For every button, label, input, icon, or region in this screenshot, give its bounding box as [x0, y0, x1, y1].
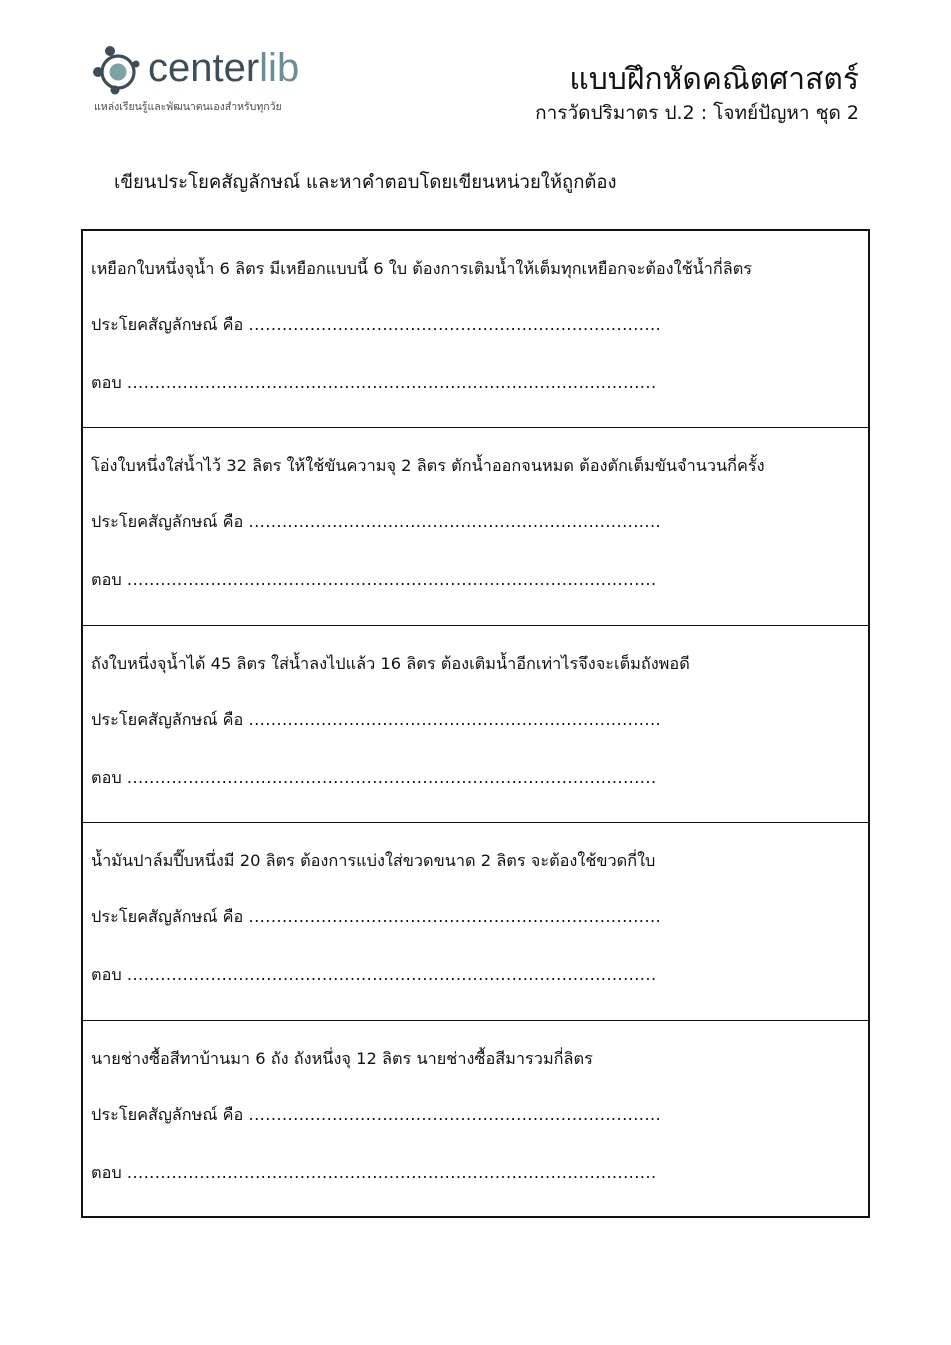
answer-label: ตอบ: [91, 570, 122, 590]
answer-label: ตอบ: [91, 767, 122, 787]
sentence-line[interactable]: [91, 313, 661, 337]
problem-row-5: [83, 1021, 868, 1218]
sentence-blank[interactable]: ..........................................................................: [248, 1104, 662, 1124]
problem-row-2: [83, 428, 868, 625]
sentence-label: ประโยคสัญลักษณ์ คือ: [91, 907, 244, 927]
problem-row-4: [83, 823, 868, 1020]
problem-text: น้ำมันปาล์มปี๊บหนึ่งมี 20 ลิตร ต้องการแบ่งใส่ขวดขนาด 2 ลิตร จะต้องใช้ขวดกี่ใบ: [91, 851, 656, 871]
sentence-blank[interactable]: ..........................................................................: [248, 315, 662, 334]
sentence-blank[interactable]: ..........................................................................: [248, 907, 662, 927]
answer-blank[interactable]: ...............................................................................................: [126, 965, 657, 985]
worksheet-title: แบบฝึกหัดคณิตศาสตร์: [569, 62, 859, 97]
answer-line[interactable]: [91, 963, 657, 987]
centerlib-logo: [92, 42, 352, 122]
answer-blank[interactable]: ...............................................................................................: [126, 373, 657, 392]
sentence-label: ประโยคสัญลักษณ์ คือ: [91, 512, 244, 532]
answer-label: ตอบ: [91, 965, 122, 985]
answer-label: ตอบ: [91, 1162, 122, 1182]
answer-blank[interactable]: ...............................................................................................: [126, 570, 657, 590]
sentence-label: ประโยคสัญลักษณ์ คือ: [91, 1104, 244, 1124]
answer-line[interactable]: [91, 371, 657, 395]
sentence-line[interactable]: [91, 510, 661, 534]
answer-label: ตอบ: [91, 373, 122, 392]
logo-wordmark: [148, 42, 299, 94]
problem-row-1: [83, 231, 868, 428]
instruction-text: เขียนประโยคสัญลักษณ์ และหาคำตอบโดยเขียนหน่วยให้ถูกต้อง: [114, 172, 617, 193]
sentence-label: ประโยคสัญลักษณ์ คือ: [91, 709, 244, 729]
problem-row-3: [83, 626, 868, 823]
sentence-line[interactable]: [91, 708, 661, 732]
sentence-label: ประโยคสัญลักษณ์ คือ: [91, 315, 244, 334]
logo-word-lib: lib: [259, 46, 300, 90]
sentence-line[interactable]: [91, 1103, 661, 1127]
molecule-logo-icon: [92, 44, 144, 96]
worksheet-subtitle: การวัดปริมาตร ป.2 : โจทย์ปัญหา ชุด 2: [535, 102, 859, 124]
problem-text: เหยือกใบหนึ่งจุน้ำ 6 ลิตร มีเหยือกแบบนี้ 6 ใบ ต้องการเติมน้ำให้เต็มทุกเหยือกจะต้องใช้น้ำกี่ลิตร: [91, 259, 753, 278]
problem-text: โอ่งใบหนึ่งใส่น้ำไว้ 32 ลิตร ให้ใช้ขันความจุ 2 ลิตร ตักน้ำออกจนหมด ต้องตักเต็มขันจำนวนกี่ครั้ง: [91, 456, 765, 476]
logo-word-center: center: [148, 46, 260, 90]
answer-line[interactable]: [91, 766, 657, 790]
answer-blank[interactable]: ...............................................................................................: [126, 767, 657, 787]
problem-table: [81, 229, 870, 1218]
sentence-blank[interactable]: ..........................................................................: [248, 512, 662, 532]
sentence-line[interactable]: [91, 905, 661, 929]
answer-line[interactable]: [91, 568, 657, 592]
sentence-blank[interactable]: ..........................................................................: [248, 709, 662, 729]
logo-tagline: แหล่งเรียนรู้และพัฒนาตนเองสำหรับทุกวัย: [94, 101, 282, 113]
answer-line[interactable]: [91, 1161, 657, 1185]
problem-text: ถังใบหนึ่งจุน้ำได้ 45 ลิตร ใส่น้ำลงไปแล้ว 16 ลิตร ต้องเติมน้ำอีกเท่าไรจึงจะเต็มถังพอดี: [91, 653, 690, 673]
answer-blank[interactable]: ...............................................................................................: [126, 1162, 657, 1182]
problem-text: นายช่างซื้อสีทาบ้านมา 6 ถัง ถังหนึ่งจุ 12 ลิตร นายช่างซื้อสีมารวมกี่ลิตร: [91, 1048, 593, 1068]
